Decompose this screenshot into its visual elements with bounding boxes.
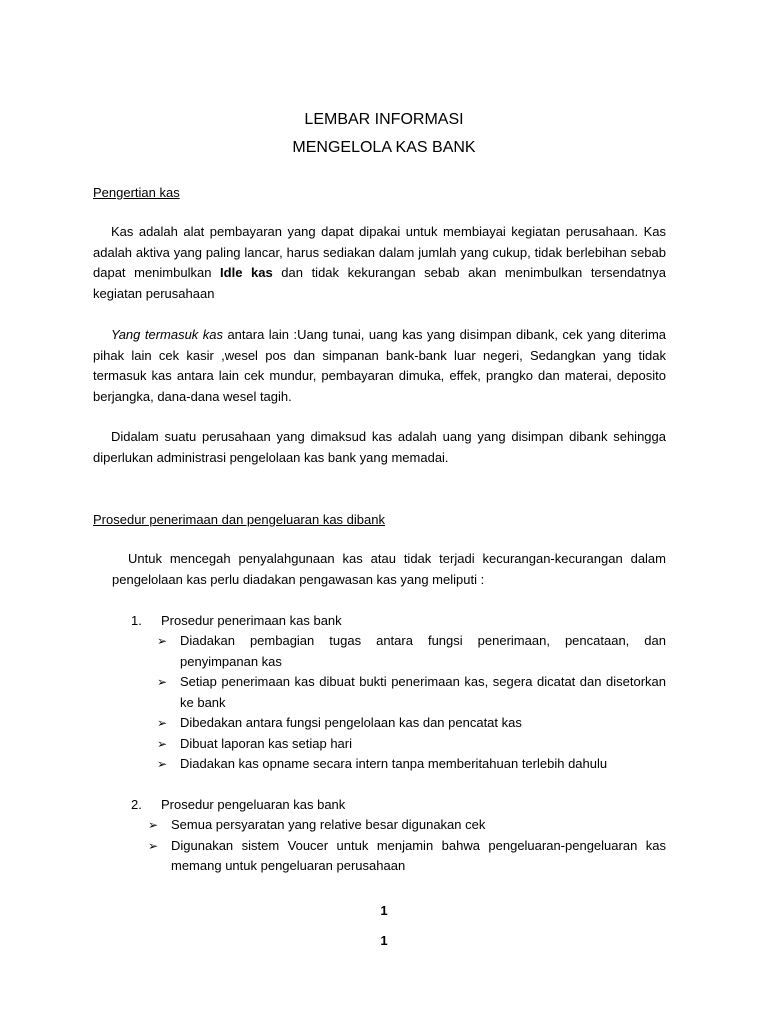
arrow-bullet-icon: ➢ [157, 757, 168, 771]
arrow-bullet-icon: ➢ [157, 675, 168, 689]
list-item [155, 734, 666, 755]
list-item [155, 754, 666, 775]
list-item-text: Dibuat laporan kas setiap hari [180, 735, 352, 751]
numbered-item-1 [131, 611, 342, 632]
arrow-bullet-icon: ➢ [148, 838, 159, 853]
section-heading-prosedur: Prosedur penerimaan dan pengeluaran kas dibank [93, 512, 385, 527]
list-item-text: Diadakan kas opname secara intern tanpa memberitahuan terlebih dahulu [180, 756, 608, 771]
paragraph-intro-text: Untuk mencegah penyalahgunaan kas atau tidak terjadi kecurangan-kecurangan dalam pengelolaan kas perlu diadakan pengawasan kas yang meliputi : [112, 551, 666, 587]
paragraph-definition-tail: dan tidak kekurangan sebab akan menimbulkan tersendatnya kegiatan perusahaan [93, 265, 666, 301]
numbered-item-2 [131, 795, 345, 816]
paragraph-definition-text: Kas adalah alat pembayaran yang dapat dipakai untuk membiayai kegiatan perusahaan. Kas adalah aktiva yang paling lancar, harus sediakan dalam jumlah yang cukup, tidak berlebihan sebab dapat menimbulkan [93, 224, 666, 280]
page-number-footer: 1 [380, 933, 388, 948]
item-number: 1. [131, 613, 142, 628]
list-item-text: Diadakan pembagian tugas antara fungsi penerimaan, pencataan, dan penyimpanan kas [180, 633, 666, 669]
item-label: Prosedur penerimaan kas bank [161, 613, 342, 628]
document-title-line2: MENGELOLA KAS BANK [292, 139, 476, 156]
paragraph-intro [112, 549, 666, 590]
section-heading-pengertian: Pengertian kas [93, 185, 180, 200]
arrow-bullet-icon: ➢ [148, 818, 159, 832]
list-item [155, 713, 666, 734]
list-item [146, 836, 666, 877]
paragraph-bank-text: Didalam suatu perusahaan yang dimaksud kas adalah uang yang disimpan dibank sehingga diperlukan administrasi pengelolaan kas bank yang memadai. [93, 429, 666, 465]
bullet-list-pengeluaran [146, 815, 666, 877]
list-item [146, 815, 666, 836]
list-item-text: Digunakan sistem Voucer untuk menjamin bahwa pengeluaran-pengeluaran kas memang untuk pengeluaran perusahaan [171, 837, 666, 873]
arrow-bullet-icon: ➢ [157, 716, 168, 730]
paragraph-included-italic: Yang termasuk kas [111, 327, 223, 342]
paragraph-definition [93, 222, 666, 304]
arrow-bullet-icon: ➢ [157, 736, 168, 751]
list-item-text: Dibedakan antara fungsi pengelolaan kas dan pencatat kas [180, 715, 522, 730]
bullet-list-penerimaan [155, 631, 666, 775]
arrow-bullet-icon: ➢ [157, 634, 168, 648]
page-number: 1 [380, 903, 388, 918]
list-item-text: Semua persyaratan yang relative besar digunakan cek [171, 817, 486, 832]
paragraph-included-text: antara lain :Uang tunai, uang kas yang disimpan dibank, cek yang diterima pihak lain cek kasir ,wesel pos dan simpanan bank-bank luar negeri, Sedangkan yang tidak termasuk kas antara lain cek mundur, pembayaran dimuka, effek, prangko dan materai, deposito berjangka, dana-dana wesel tagih. [93, 327, 666, 404]
item-number: 2. [131, 797, 142, 812]
document-title-line1: LEMBAR INFORMASI [304, 111, 464, 128]
paragraph-definition-bold: Idle kas [220, 265, 273, 280]
paragraph-included [93, 325, 666, 407]
list-item [155, 631, 666, 672]
list-item [155, 672, 666, 713]
item-label: Prosedur pengeluaran kas bank [161, 797, 346, 812]
paragraph-bank [93, 427, 666, 468]
list-item-text: Setiap penerimaan kas dibuat bukti penerimaan kas, segera dicatat dan disetorkan ke bank [180, 674, 666, 710]
